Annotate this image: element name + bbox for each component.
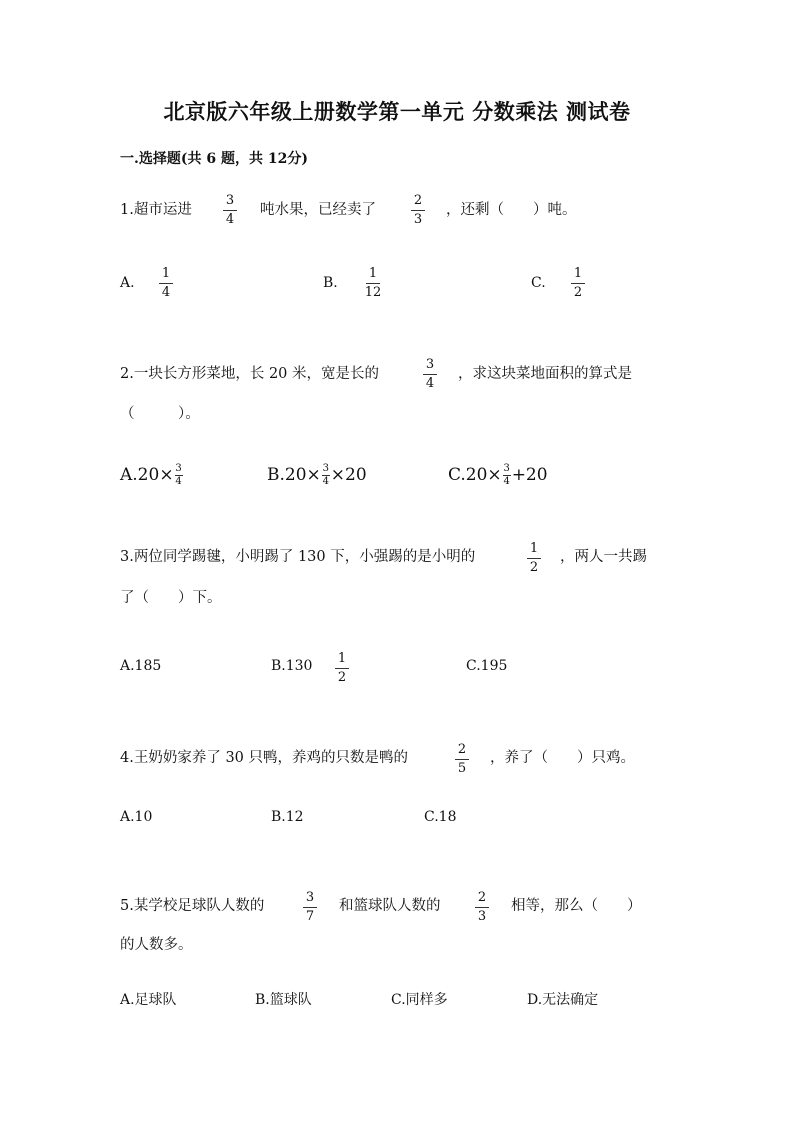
q1-option-c-fraction (567, 267, 589, 300)
q3-option-b-fraction (331, 652, 353, 685)
q3-option-b: B.130 (271, 658, 313, 674)
q5-fraction-1 (299, 891, 321, 924)
q2-b-fraction (322, 464, 330, 487)
q1-text-3: ，还剩（ ）吨。 (446, 202, 577, 218)
q2-a-numerator: 3 (175, 463, 182, 474)
q1-a-denominator: 4 (161, 285, 171, 300)
q1-option-a-fraction (155, 267, 177, 300)
q1-c-denominator: 2 (573, 285, 583, 300)
q1-option-b-label: B. (323, 275, 338, 291)
q5-text-2: 和篮球队人数的 (339, 898, 441, 914)
q2-b-expression: B.20× (267, 465, 321, 485)
q5-option-a: A.足球队 (120, 992, 177, 1008)
q2-a-denominator: 4 (175, 476, 182, 487)
q4-f1-numerator: 2 (457, 742, 467, 757)
q3-b-numerator: 1 (337, 651, 347, 666)
q1-a-numerator: 1 (161, 266, 171, 281)
q3-text-1: 3.两位同学踢毽，小明踢了 130 下，小强踢的是小明的 (120, 549, 476, 565)
q5-option-b: B.篮球队 (255, 992, 312, 1008)
q1-b-denominator: 12 (364, 285, 382, 300)
q2-b-denominator: 4 (322, 476, 329, 487)
q4-text-1: 4.王奶奶家养了 30 只鸭，养鸡的只数是鸭的 (120, 750, 409, 766)
q5-f2-numerator: 2 (477, 890, 487, 905)
q4-text-2: ，养了（ ）只鸡。 (490, 750, 635, 766)
q2-b-numerator: 3 (322, 463, 329, 474)
q5-text-4: 的人数多。 (120, 937, 193, 953)
q3-option-c: C.195 (466, 658, 508, 674)
q5-text-3: 相等，那么（ ） (511, 898, 642, 914)
q1-option-a-label: A. (120, 275, 135, 291)
q2-c-expression-tail: +20 (511, 465, 548, 485)
q3-f1-numerator: 1 (529, 541, 539, 556)
q2-text-3: （ ）。 (120, 406, 200, 422)
q3-b-denominator: 2 (337, 670, 347, 685)
q5-option-c: C.同样多 (391, 992, 448, 1008)
q2-text-1: 2.一块长方形菜地，长 20 米，宽是长的 (120, 366, 380, 382)
q3-text-3: 了（ ）下。 (120, 590, 222, 606)
q3-f1-denominator: 2 (529, 560, 539, 575)
page-title: 北京版六年级上册数学第一单元 分数乘法 测试卷 (163, 99, 631, 124)
q1-fraction-1 (219, 194, 241, 227)
q5-f2-denominator: 3 (477, 909, 487, 924)
q4-option-a: A.10 (120, 809, 153, 825)
q2-option-b (267, 464, 367, 487)
q1-c-numerator: 1 (573, 266, 583, 281)
q4-option-b: B.12 (271, 809, 304, 825)
q1-option-b-fraction (362, 267, 384, 300)
q1-text-2: 吨水果，已经卖了 (260, 202, 376, 218)
q2-option-c (448, 464, 548, 487)
q3-option-a: A.185 (120, 658, 162, 674)
q1-f1-denominator: 4 (225, 212, 235, 227)
q5-text-1: 5.某学校足球队人数的 (120, 898, 265, 914)
q2-c-expression: C.20× (448, 465, 502, 485)
q2-c-numerator: 3 (503, 463, 510, 474)
q3-text-2: ，两人一共踢 (560, 549, 647, 565)
q2-c-denominator: 4 (503, 476, 510, 487)
q4-fraction-1 (451, 743, 473, 776)
q2-f1-denominator: 4 (425, 376, 435, 391)
q5-f1-denominator: 7 (305, 909, 315, 924)
q5-fraction-2 (471, 891, 493, 924)
q2-a-fraction (175, 464, 183, 487)
q4-option-c: C.18 (424, 809, 457, 825)
q3-fraction-1 (523, 542, 545, 575)
q2-fraction-1 (419, 358, 441, 391)
q1-b-numerator: 1 (368, 266, 378, 281)
q1-f1-numerator: 3 (225, 193, 235, 208)
q2-text-2: ，求这块菜地面积的算式是 (458, 366, 632, 382)
q2-a-expression: A.20× (120, 465, 174, 485)
q2-c-fraction (503, 464, 511, 487)
q1-option-c-label: C. (531, 275, 546, 291)
q1-fraction-2 (407, 194, 429, 227)
q1-f2-denominator: 3 (413, 212, 423, 227)
q2-f1-numerator: 3 (425, 357, 435, 372)
q2-b-expression-tail: ×20 (330, 465, 367, 485)
q5-f1-numerator: 3 (305, 890, 315, 905)
q4-f1-denominator: 5 (457, 761, 467, 776)
q5-option-d: D.无法确定 (527, 992, 599, 1008)
q1-f2-numerator: 2 (413, 193, 423, 208)
q2-option-a (120, 464, 184, 487)
section-heading: 一.选择题(共 6 题，共 12分) (120, 151, 308, 167)
q1-text-1: 1.超市运进 (120, 202, 192, 218)
